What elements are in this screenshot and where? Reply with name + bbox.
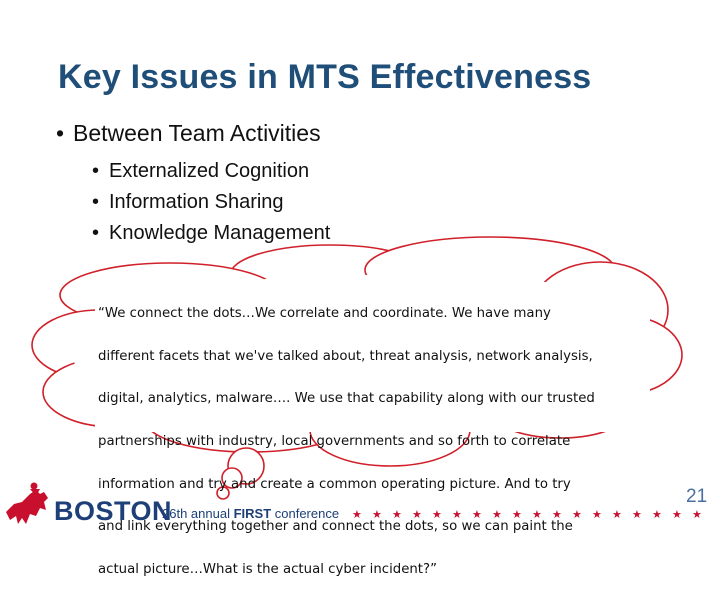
svg-text:★: ★ xyxy=(512,508,522,521)
horse-rider-logo-icon xyxy=(6,483,48,525)
footer-brand-logo-text: BOSTON xyxy=(54,496,173,526)
svg-text:★: ★ xyxy=(652,508,662,521)
bullet-main-text: Between Team Activities xyxy=(73,120,321,146)
svg-text:★: ★ xyxy=(672,508,682,521)
svg-text:★: ★ xyxy=(432,508,442,521)
svg-text:★: ★ xyxy=(632,508,642,521)
svg-text:★: ★ xyxy=(492,508,502,521)
svg-text:★: ★ xyxy=(532,508,542,521)
svg-text:★: ★ xyxy=(352,508,362,521)
cloud-quote-text: “We connect the dots…We correlate and coordinate. We have many different facets that we've talked about, threat analysis, network analysis, digital, analytics, malware…. We use that capability along with our trusted partnerships with industry, local governments and so forth to correlate information and try and create a common operating picture. And to try and link everything together and connect the dots, so we can paint the actual picture…What is the actual cyber incident?” xyxy=(98,306,595,577)
footer-star-row xyxy=(352,508,702,521)
svg-text:★: ★ xyxy=(552,508,562,521)
svg-text:★: ★ xyxy=(412,508,422,521)
svg-text:★: ★ xyxy=(452,508,462,521)
sub-bullet-item: • Externalized Cognition xyxy=(92,160,310,182)
svg-text:★: ★ xyxy=(392,508,402,521)
footer-conference-text: 26th annual FIRST conference xyxy=(162,506,340,521)
bullet-symbol: • xyxy=(56,120,65,146)
page-number: 21 xyxy=(686,486,708,507)
svg-text:★: ★ xyxy=(472,508,482,521)
svg-text:★: ★ xyxy=(612,508,622,521)
svg-text:★: ★ xyxy=(572,508,582,521)
slide-title: Key Issues in MTS Effectiveness xyxy=(58,58,592,96)
sub-bullet-item: • Knowledge Management xyxy=(92,222,331,244)
sub-bullet-item: • Information Sharing xyxy=(92,191,284,213)
svg-text:★: ★ xyxy=(692,508,702,521)
svg-text:★: ★ xyxy=(372,508,382,521)
svg-text:★: ★ xyxy=(592,508,602,521)
